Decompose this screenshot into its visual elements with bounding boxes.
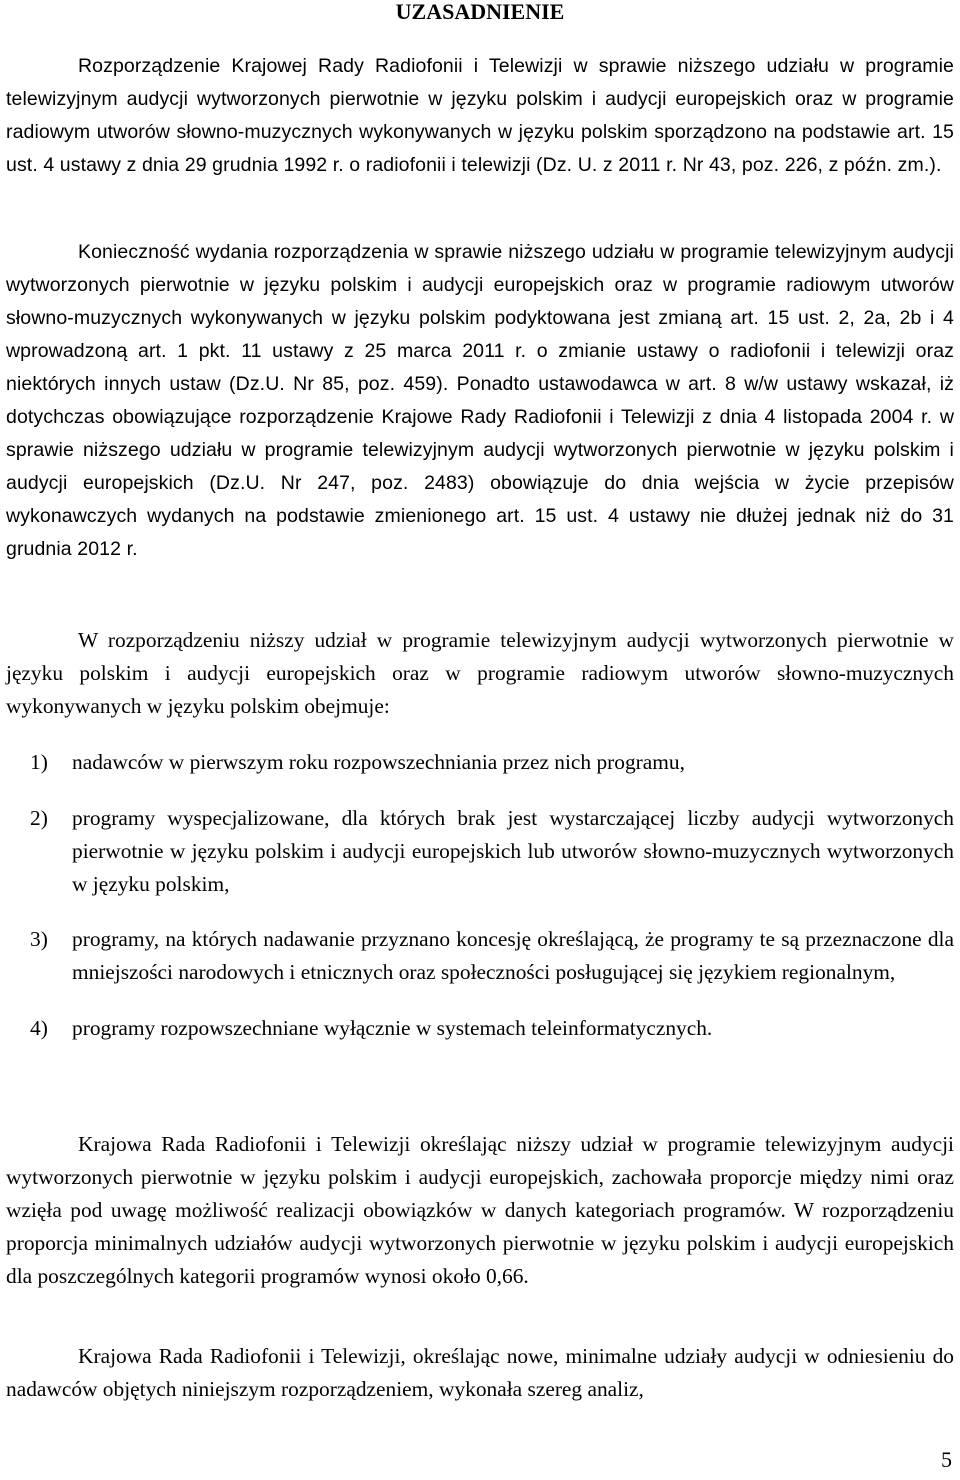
paragraph-necessity: Konieczność wydania rozporządzenia w sprawie niższego udziału w programie telewizyjnym audycji wytworzonych pierwotnie w języku polskim i audycji europejskich oraz w programie radiowym utworów słowno-muzycznych wykonywanych w języku polskim podyktowana jest zmianą art. 15 ust. 2, 2a, 2b i 4 wprowadzoną art. 1 pkt. 11 ustawy z 25 marca 2011 r. o zmianie ustawy o radiofonii i telewizji oraz niektórych innych ustaw (Dz.U. Nr 85, poz. 459). Ponadto ustawodawca w art. 8 w/w ustawy wskazał, iż dotychczas obowiązujące rozporządzenie Krajowe Rady Radiofonii i Telewizji z dnia 4 listopada 2004 r. w sprawie niższego udziału w programie telewizyjnym audycji wytworzonych pierwotnie w języku polskim i audycji europejskich (Dz.U. Nr 247, poz. 2483) obowiązuje do dnia wejścia w życie przepisów wykonawczych wydanych na podstawie zmienionego art. 15 ust. 4 ustawy nie dłużej jednak niż do 31 grudnia 2012 r. <box>6 241 954 560</box>
page-number: 5 <box>941 1447 952 1472</box>
list-item <box>6 802 954 901</box>
list-item-number: 3) <box>30 927 48 951</box>
list-item-text: programy, na których nadawanie przyznano koncesję określającą, że programy te są przeznaczone dla mniejszości narodowych i etnicznych oraz społeczności posługującej się językiem regionalnym, <box>72 927 954 984</box>
list-item-number: 2) <box>30 806 48 830</box>
paragraph-scope-intro: W rozporządzeniu niższy udział w programie telewizyjnym audycji wytworzonych pierwotnie w języku polskim i audycji europejskich oraz w programie radiowym utworów słowno-muzycznych wykonywanych w języku polskim obejmuje: <box>6 628 954 718</box>
paragraph-analyses: Krajowa Rada Radiofonii i Telewizji, określając nowe, minimalne udziały audycji w odniesieniu do nadawców objętych niniejszym rozporządzeniem, wykonała szereg analiz, <box>6 1344 954 1401</box>
paragraph-legal-basis: Rozporządzenie Krajowej Rady Radiofonii i Telewizji w sprawie niższego udziału w programie telewizyjnym audycji wytworzonych pierwotnie w języku polskim i audycji europejskich oraz w programie radiowym utworów słowno-muzycznych wykonywanych w języku polskim sporządzono na podstawie art. 15 ust. 4 ustawy z dnia 29 grudnia 1992 r. o radiofonii i telewizji (Dz. U. z 2011 r. Nr 43, poz. 226, z późn. zm.). <box>6 55 954 176</box>
list-item-number: 1) <box>30 750 48 774</box>
list-item-text: programy wyspecjalizowane, dla których brak jest wystarczającej liczby audycji wytworzonych pierwotnie w języku polskim i audycji europejskich lub utworów słowno-muzycznych wytworzonych w języku polskim, <box>72 806 954 896</box>
list-item <box>6 1012 954 1045</box>
list-item <box>6 923 954 989</box>
document-title: UZASADNIENIE <box>395 0 565 24</box>
paragraph-proportions: Krajowa Rada Radiofonii i Telewizji określając niższy udział w programie telewizyjnym audycji wytworzonych pierwotnie w języku polskim i audycji europejskich, zachowała proporcje między nimi oraz wzięła pod uwagę możliwość realizacji obowiązków w danych kategoriach programów. W rozporządzeniu proporcja minimalnych udziałów audycji wytworzonych pierwotnie w języku polskim i audycji europejskich dla poszczególnych kategorii programów wynosi około 0,66. <box>6 1132 954 1288</box>
list-item-text: programy rozpowszechniane wyłącznie w systemach teleinformatycznych. <box>72 1016 713 1040</box>
scope-list <box>6 746 954 1045</box>
list-item-text: nadawców w pierwszym roku rozpowszechniania przez nich programu, <box>72 750 685 774</box>
list-item-number: 4) <box>30 1016 48 1040</box>
list-item <box>6 746 954 779</box>
